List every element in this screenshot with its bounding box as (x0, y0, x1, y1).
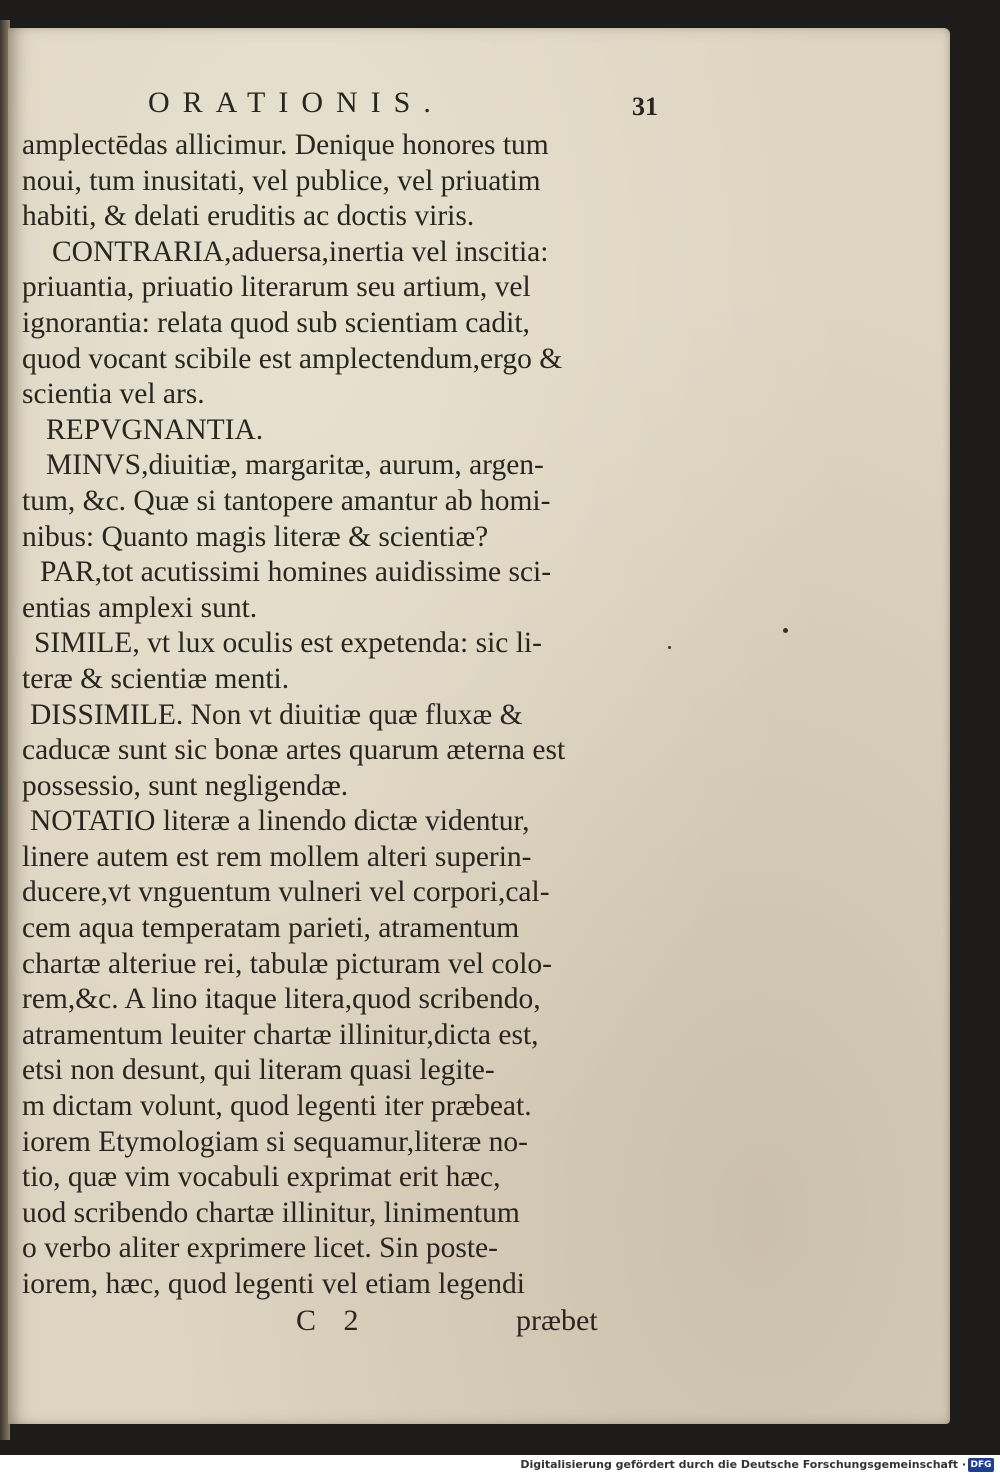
text-line: CONTRARIA,aduersa,inertia vel inscitia: (52, 235, 549, 268)
signature-mark: C 2 (296, 1304, 369, 1337)
text-line: caducæ sunt sic bonæ artes quarum æterna est (22, 734, 566, 767)
text-line: possessio, sunt negligendæ. (22, 769, 349, 802)
text-line: scientia vel ars. (22, 378, 205, 411)
text-line: NOTATIO literæ a linendo dictæ videntur, (30, 805, 530, 838)
text-line: quod vocant scibile est amplectendum,ergo & (22, 342, 563, 375)
text-line: nibus: Quanto magis literæ & scientiæ? (22, 520, 489, 553)
text-line: linere autem est rem mollem alteri superin- (22, 840, 532, 873)
text-line: chartæ alteriue rei, tabulæ picturam vel colo- (22, 947, 552, 980)
text-line: ignorantia: relata quod sub scientiam cadit, (22, 306, 530, 339)
text-line: uod scribendo chartæ illinitur, linimentum (22, 1196, 520, 1229)
text-line: teræ & scientiæ menti. (22, 662, 290, 695)
text-line: tum, &c. Quæ si tantopere amantur ab homi- (22, 484, 551, 517)
funding-credit: Digitalisierung gefördert durch die Deutsche Forschungsgemeinschaft · (520, 1458, 966, 1471)
text-line: o verbo aliter exprimere licet. Sin poste- (22, 1232, 498, 1265)
text-line: tio, quæ vim vocabuli exprimat erit hæc, (22, 1161, 501, 1194)
text-line: MINVS,diuitiæ, margaritæ, aurum, argen- (46, 449, 544, 482)
catchword: præbet (516, 1304, 598, 1337)
text-line: iorem, hæc, quod legenti vel etiam legendi (22, 1268, 525, 1300)
text-line: iorem Etymologiam si sequamur,literæ no- (22, 1125, 528, 1158)
text-line: amplectēdas allicimur. Denique honores tum (22, 129, 549, 161)
text-line: rem,&c. A lino itaque litera,quod scribendo, (22, 983, 541, 1016)
text-line: etsi non desunt, qui literam quasi legite- (22, 1054, 495, 1087)
running-head: ORATIONIS. (148, 86, 444, 119)
text-line: PAR,tot acutissimi homines auidissime sci- (40, 556, 552, 589)
text-line: atramentum leuiter chartæ illinitur,dicta est, (22, 1018, 539, 1051)
text-line: REPVGNANTIA. (46, 413, 264, 446)
ink-speck (668, 646, 671, 649)
page-text (22, 128, 672, 1303)
text-line: priuantia, priuatio literarum seu artium, vel (22, 271, 531, 304)
page-number: 31 (632, 92, 658, 121)
text-line: m dictam volunt, quod legenti iter præbeat. (22, 1090, 532, 1123)
text-line: entias amplexi sunt. (22, 591, 258, 624)
ink-speck (783, 628, 788, 633)
dfg-logo-icon: DFG (968, 1458, 994, 1472)
text-line: habiti, & delati eruditis ac doctis viris. (22, 200, 475, 233)
text-line: ducere,vt vnguentum vulneri vel corpori,cal- (22, 876, 550, 909)
text-line: SIMILE, vt lux oculis est expetenda: sic li- (34, 627, 542, 660)
text-line: cem aqua temperatam parieti, atramentum (22, 912, 520, 945)
text-line: DISSIMILE. Non vt diuitiæ quæ fluxæ & (30, 698, 523, 731)
text-line: noui, tum inusitati, vel publice, vel priuatim (22, 164, 541, 197)
